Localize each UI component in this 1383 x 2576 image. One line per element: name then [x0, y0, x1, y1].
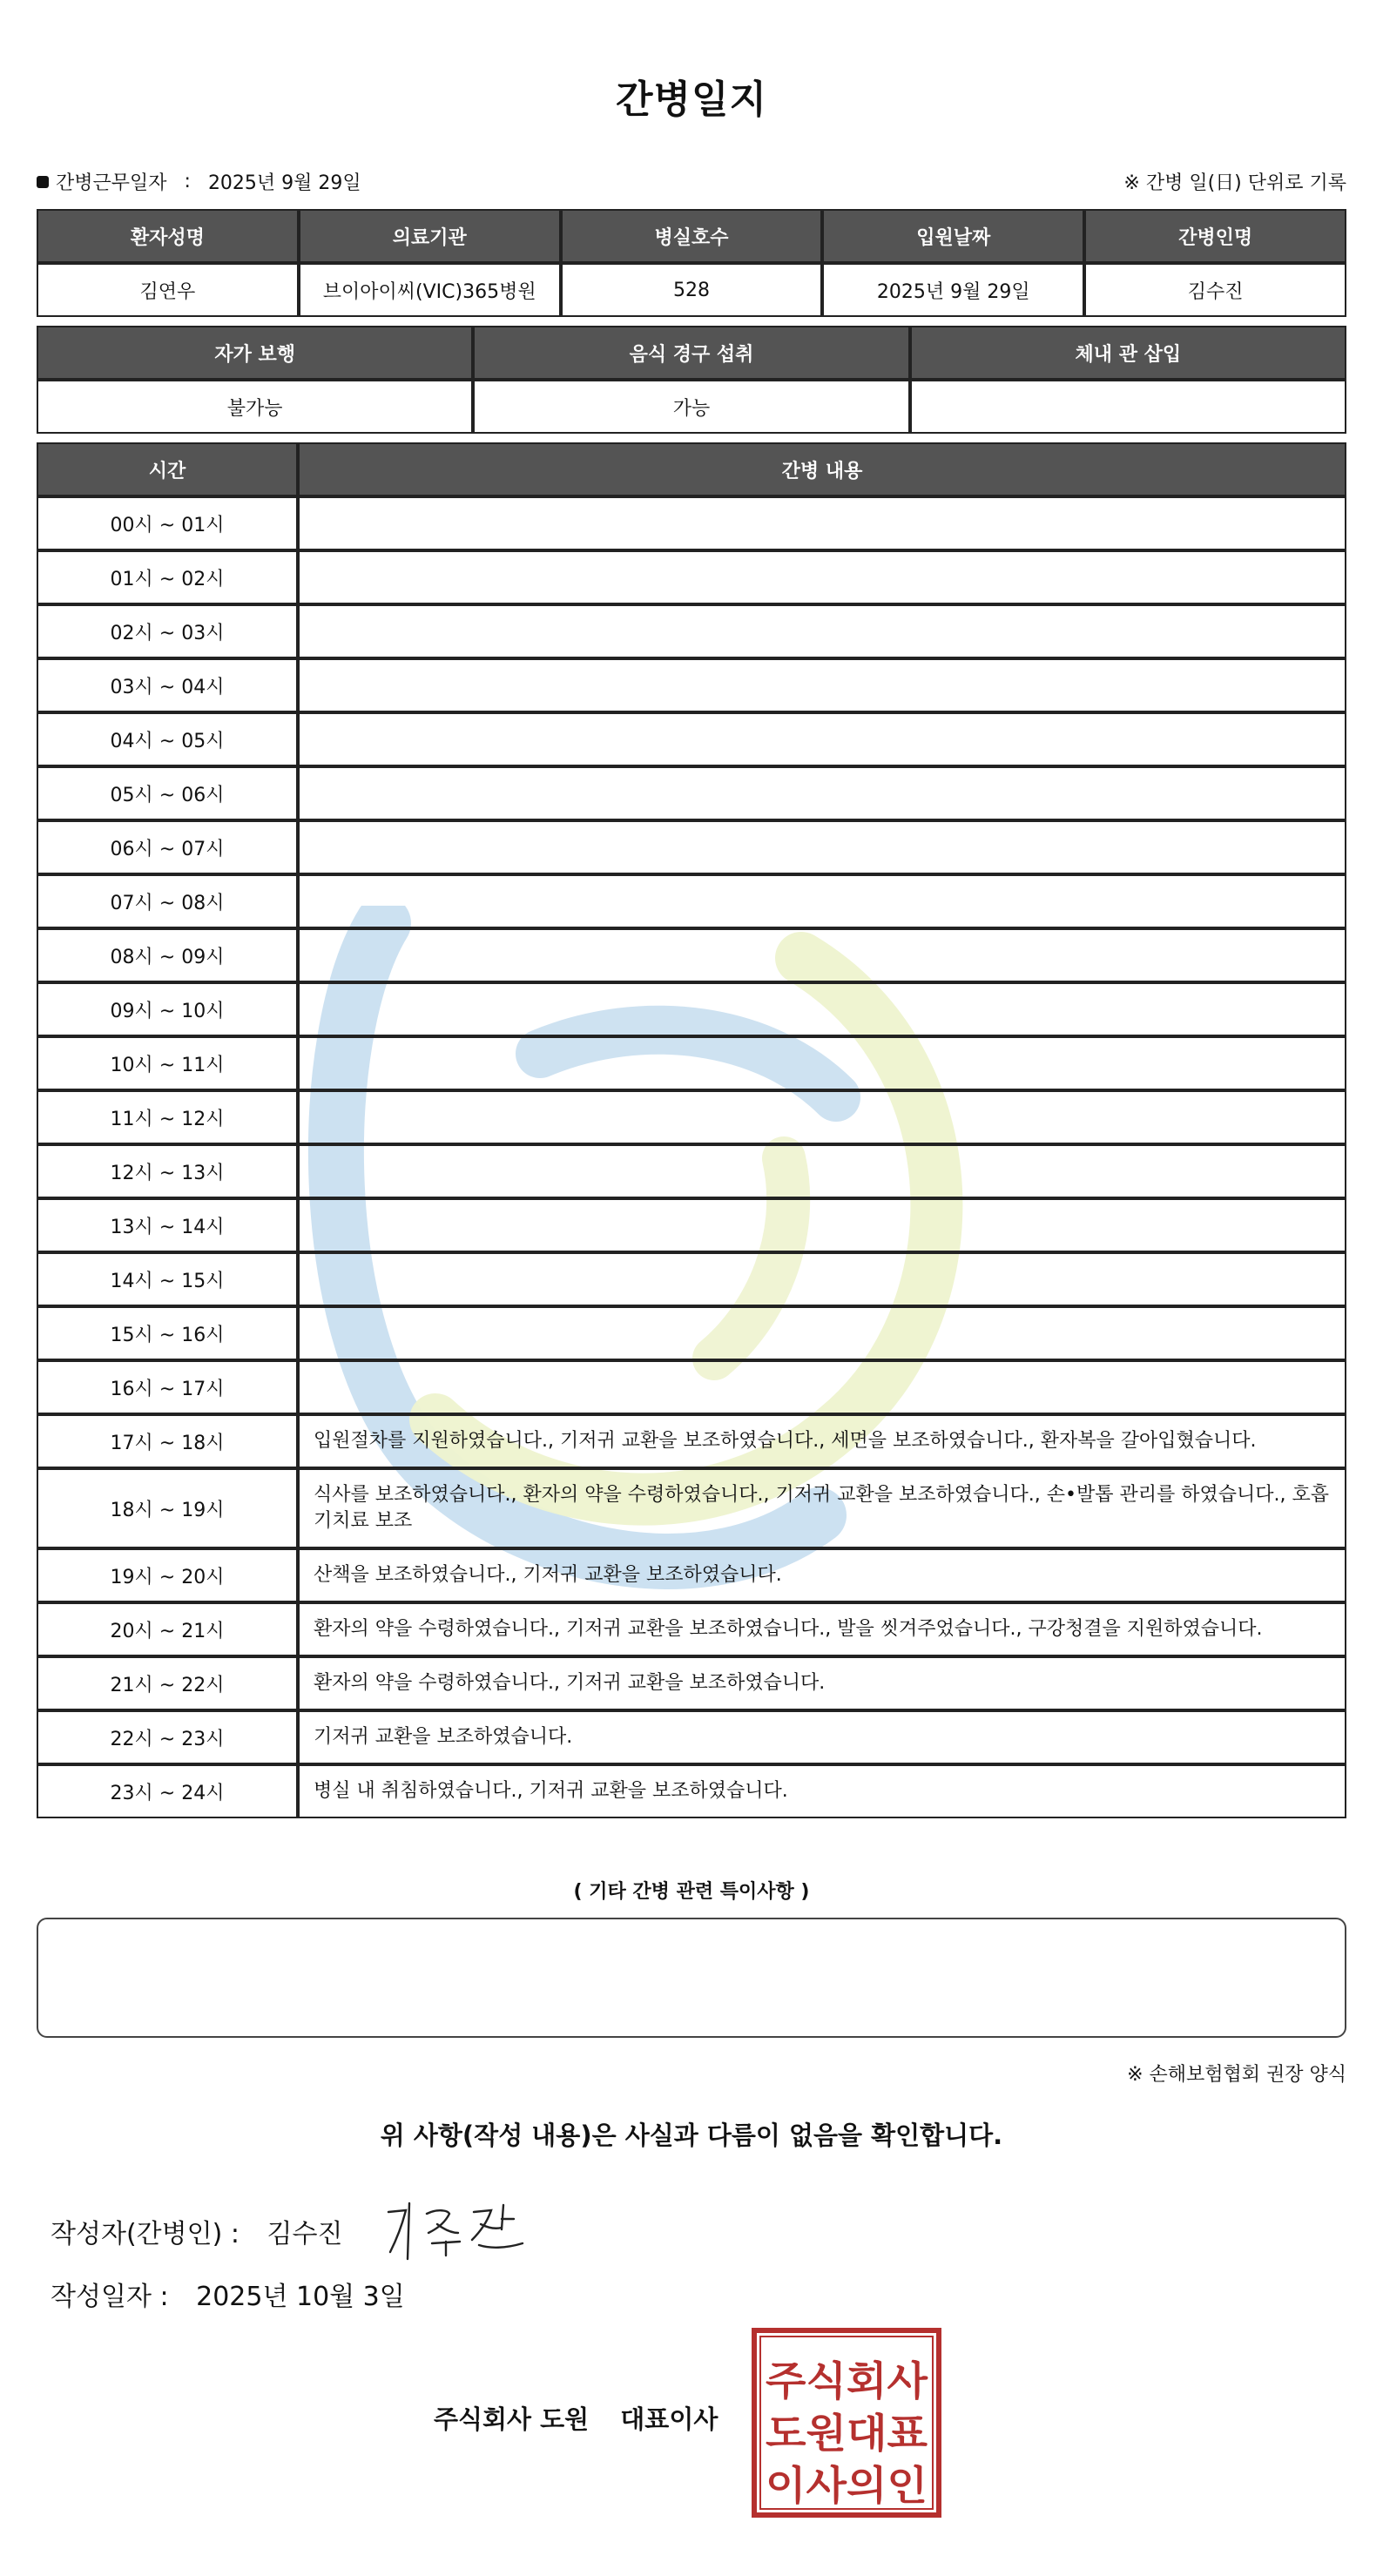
row-time: 23시 ~ 24시	[37, 1764, 298, 1818]
company-name: 주식회사 도원	[434, 2404, 590, 2434]
header-admission-date: 입원날짜	[822, 209, 1084, 263]
row-time: 10시 ~ 11시	[37, 1036, 298, 1090]
row-time: 02시 ~ 03시	[37, 604, 298, 658]
seal-text-line: 도원대표	[766, 2410, 928, 2457]
row-care-content: 병실 내 취침하였습니다., 기저귀 교환을 보조하였습니다.	[298, 1764, 1346, 1818]
row-time: 00시 ~ 01시	[37, 496, 298, 550]
row-care-content	[298, 550, 1346, 604]
row-care-content: 기저귀 교환을 보조하였습니다.	[298, 1710, 1346, 1764]
row-time: 04시 ~ 05시	[37, 712, 298, 766]
row-time: 03시 ~ 04시	[37, 658, 298, 712]
admission-date: 2025년 9월 29일	[822, 263, 1084, 317]
room-number: 528	[561, 263, 823, 317]
table-row	[37, 1036, 1346, 1090]
row-care-content: 입원절차를 지원하였습니다., 기저귀 교환을 보조하였습니다., 세면을 보조하였습니다., 환자복을 갈아입혔습니다.	[298, 1414, 1346, 1468]
row-time: 21시 ~ 22시	[37, 1656, 298, 1710]
row-time: 16시 ~ 17시	[37, 1360, 298, 1414]
table-row	[37, 928, 1346, 982]
row-care-content	[298, 1198, 1346, 1252]
row-time: 20시 ~ 21시	[37, 1602, 298, 1656]
work-date-line	[37, 168, 361, 195]
header-caregiver-name: 간병인명	[1084, 209, 1346, 263]
bullet-square-icon	[37, 176, 49, 188]
writer-line	[51, 2212, 342, 2250]
table-row	[37, 1198, 1346, 1252]
table-row	[37, 1656, 1346, 1710]
confirmation-statement: 위 사항(작성 내용)은 사실과 다름이 없음을 확인합니다.	[380, 2121, 1003, 2150]
row-time: 06시 ~ 07시	[37, 820, 298, 874]
oral-intake-value: 가능	[473, 380, 909, 434]
table-row	[37, 1144, 1346, 1198]
row-care-content	[298, 658, 1346, 712]
company-seal-stamp	[751, 2327, 942, 2519]
row-care-content	[298, 874, 1346, 928]
table-row	[37, 1602, 1346, 1656]
row-time: 13시 ~ 14시	[37, 1198, 298, 1252]
patient-status-table	[37, 326, 1346, 434]
table-row	[37, 1090, 1346, 1144]
special-notes-title: ( 기타 간병 관련 특이사항 )	[573, 1881, 810, 1903]
row-time: 01시 ~ 02시	[37, 550, 298, 604]
table-row	[37, 550, 1346, 604]
row-care-content	[298, 1306, 1346, 1360]
header-oral-intake: 음식 경구 섭취	[473, 326, 909, 380]
row-care-content	[298, 928, 1346, 982]
seal-text-line: 주식회사	[766, 2357, 928, 2404]
row-care-content	[298, 1036, 1346, 1090]
handwritten-signature	[383, 2195, 531, 2264]
header-time: 시간	[37, 442, 298, 496]
row-time: 18시 ~ 19시	[37, 1468, 298, 1548]
write-date-label: 작성일자 :	[51, 2282, 169, 2312]
table-row	[37, 1306, 1346, 1360]
table-row	[37, 604, 1346, 658]
row-care-content: 환자의 약을 수령하였습니다., 기저귀 교환을 보조하였습니다., 발을 씻겨주었습니다., 구강청결을 지원하였습니다.	[298, 1602, 1346, 1656]
table-row	[37, 658, 1346, 712]
row-care-content: 산책을 보조하였습니다., 기저귀 교환을 보조하였습니다.	[298, 1548, 1346, 1602]
recommend-note: ※ 손해보험협회 권장 양식	[1127, 2064, 1346, 2086]
row-care-content: 식사를 보조하였습니다., 환자의 약을 수령하였습니다., 기저귀 교환을 보조하였습니다., 손•발톱 관리를 하였습니다., 호흡기치료 보조	[298, 1468, 1346, 1548]
row-care-content	[298, 1090, 1346, 1144]
work-date-colon: :	[184, 171, 191, 192]
seal-text-line: 이사의인	[766, 2462, 928, 2509]
row-time: 05시 ~ 06시	[37, 766, 298, 820]
special-notes-box	[37, 1918, 1346, 2038]
write-date-line	[51, 2275, 405, 2313]
table-row	[37, 820, 1346, 874]
row-time: 11시 ~ 12시	[37, 1090, 298, 1144]
row-time: 14시 ~ 15시	[37, 1252, 298, 1306]
writer-label: 작성자(간병인) :	[51, 2219, 239, 2249]
company-role: 대표이사	[620, 2404, 718, 2434]
row-time: 12시 ~ 13시	[37, 1144, 298, 1198]
row-time: 17시 ~ 18시	[37, 1414, 298, 1468]
header-care-content: 간병 내용	[298, 442, 1346, 496]
write-date-value: 2025년 10월 3일	[196, 2282, 405, 2312]
self-walking-value: 불가능	[37, 380, 473, 434]
table-row	[37, 1710, 1346, 1764]
table-row	[37, 1548, 1346, 1602]
table-row	[37, 1252, 1346, 1306]
table-row	[37, 1764, 1346, 1818]
work-date-value: 2025년 9월 29일	[207, 172, 361, 194]
table-row	[37, 1414, 1346, 1468]
row-care-content	[298, 712, 1346, 766]
row-care-content	[298, 1360, 1346, 1414]
header-tube-insertion: 체내 관 삽입	[910, 326, 1346, 380]
work-date-label: 간병근무일자	[56, 172, 167, 194]
header-hospital: 의료기관	[299, 209, 561, 263]
writer-name: 김수진	[266, 2219, 343, 2249]
table-row	[37, 874, 1346, 928]
patient-name: 김연우	[37, 263, 299, 317]
row-time: 08시 ~ 09시	[37, 928, 298, 982]
patient-info-table	[37, 209, 1346, 317]
table-row	[37, 712, 1346, 766]
row-care-content	[298, 820, 1346, 874]
header-patient-name: 환자성명	[37, 209, 299, 263]
row-care-content	[298, 1252, 1346, 1306]
page-title: 간병일지	[615, 78, 767, 122]
row-care-content	[298, 604, 1346, 658]
company-line	[434, 2400, 718, 2436]
unit-note: ※ 간병 일(日) 단위로 기록	[1123, 172, 1346, 194]
row-care-content	[298, 1144, 1346, 1198]
tube-insertion-value	[910, 380, 1346, 434]
table-row	[37, 982, 1346, 1036]
table-row	[37, 1468, 1346, 1548]
table-row	[37, 766, 1346, 820]
row-care-content	[298, 982, 1346, 1036]
row-time: 22시 ~ 23시	[37, 1710, 298, 1764]
row-time: 09시 ~ 10시	[37, 982, 298, 1036]
row-care-content	[298, 496, 1346, 550]
row-care-content: 환자의 약을 수령하였습니다., 기저귀 교환을 보조하였습니다.	[298, 1656, 1346, 1710]
hospital-name: 브이아이씨(VIC)365병원	[299, 263, 561, 317]
caregiver-name: 김수진	[1084, 263, 1346, 317]
table-row	[37, 496, 1346, 550]
table-row	[37, 1360, 1346, 1414]
row-time: 07시 ~ 08시	[37, 874, 298, 928]
row-time: 15시 ~ 16시	[37, 1306, 298, 1360]
header-room-number: 병실호수	[561, 209, 823, 263]
header-self-walking: 자가 보행	[37, 326, 473, 380]
care-log-table	[37, 442, 1346, 1818]
row-time: 19시 ~ 20시	[37, 1548, 298, 1602]
row-care-content	[298, 766, 1346, 820]
